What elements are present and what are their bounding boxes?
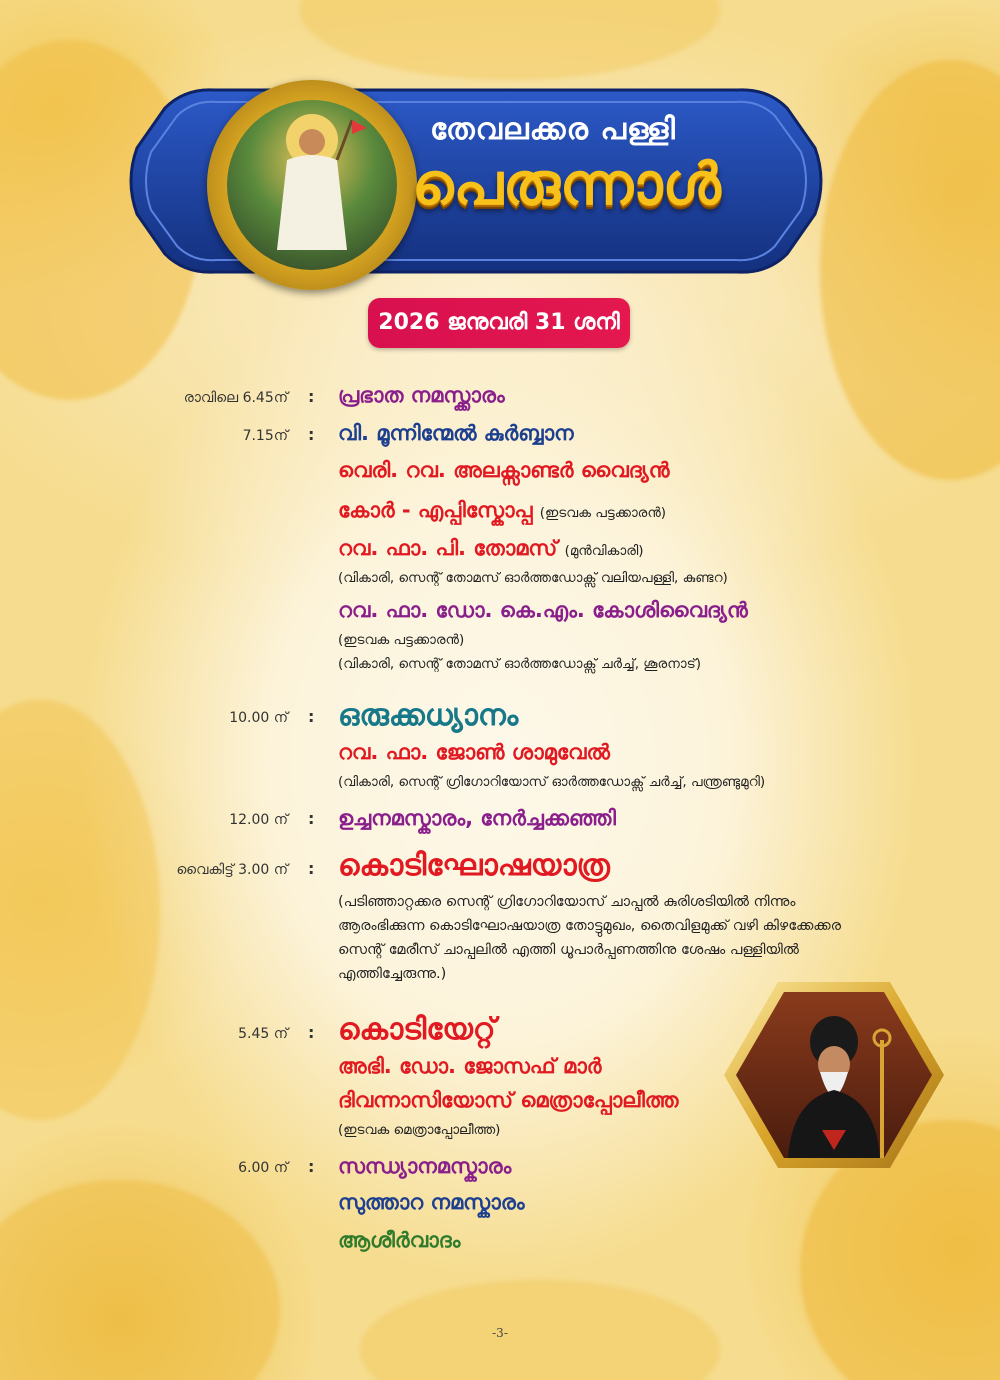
celebrant-title	[338, 498, 666, 523]
celebrant-note: (ഇടവക പട്ടക്കാരൻ)	[338, 632, 465, 648]
separator: :	[308, 387, 315, 406]
time-label: വൈകിട്ട് 3.00 ന്	[176, 862, 288, 878]
event-title: ഉച്ചനമസ്കാരം, നേർച്ചക്കഞ്ഞി	[338, 806, 616, 830]
celebrant-note: (മുൻവികാരി)	[564, 543, 644, 559]
event-title: കൊടിയേറ്റ്	[338, 1012, 496, 1047]
watercolor-stain	[300, 0, 720, 80]
christ-image	[227, 100, 397, 270]
watercolor-stain	[820, 60, 1000, 480]
procession-description: (പടിഞ്ഞാറ്റക്കര സെന്റ് ഗ്രിഗോറിയോസ് ചാപ്പൽ കുരിശടിയിൽ നിന്നും ആരംഭിക്കുന്ന കൊടിഘോഷയാത്ര തോട്ടുമുഖം, തൈവിളമുക്ക് വഴി കിഴക്കേക്കര സെന്റ് മേരീസ് ചാപ്പലിൽ എത്തി ധൂപാർപ്പണത്തിനു ശേഷം പള്ളിയിൽ എത്തിച്ചേരുന്നു.)	[338, 894, 841, 982]
time-label: 10.00 ന്	[229, 710, 288, 726]
time-label: 7.15ന്	[242, 428, 288, 444]
church-name: തേവലക്കര പള്ളി	[430, 112, 676, 147]
date-text: 2026 ജനുവരി 31 ശനി	[378, 310, 620, 335]
separator: :	[308, 425, 315, 444]
festival-title: പെരുന്നാൾ	[412, 150, 721, 218]
event-title: സന്ധ്യാനമസ്കാരം	[338, 1154, 512, 1178]
separator: :	[308, 707, 315, 726]
event-title: ആശീർവാദം	[338, 1228, 461, 1252]
watercolor-stain	[0, 700, 160, 1120]
speaker-detail: (വികാരി, സെന്റ് ഗ്രിഗോറിയോസ് ഓർത്തഡോക്സ് ചർച്ച്, പന്ത്രണ്ടുമുറി)	[338, 774, 766, 790]
celebrant-name: റവ. ഫാ. ഡോ. കെ.എം. കോശിവൈദ്യൻ	[338, 598, 748, 622]
bishop-note: (ഇടവക മെത്രാപ്പോലീത്ത)	[338, 1122, 501, 1138]
celebrant-name-text: റവ. ഫാ. പി. തോമസ്	[338, 536, 558, 560]
celebrant-name	[338, 536, 644, 561]
event-title: സുത്താറ നമസ്കാരം	[338, 1190, 525, 1214]
separator: :	[308, 1157, 315, 1176]
bishop-name: ദിവന്നാസിയോസ് മെത്രാപ്പോലീത്ത	[338, 1088, 679, 1112]
separator: :	[308, 1023, 315, 1042]
page-number: -3-	[492, 1326, 508, 1340]
event-title: വി. മൂന്നിന്മേൽ കുർബ്ബാന	[338, 421, 574, 445]
time-label: 6.00 ന്	[238, 1160, 288, 1176]
time-label: രാവിലെ 6.45ന്	[183, 390, 288, 406]
separator: :	[308, 859, 315, 878]
celebrant-detail: (വികാരി, സെന്റ് തോമസ് ഓർത്തഡോക്സ് ചർച്ച്, ശൂരനാട്)	[338, 656, 702, 672]
celebrant-detail: (വികാരി, സെന്റ് തോമസ് ഓർത്തഡോക്സ് വലിയപള്ളി, കുണ്ടറ)	[338, 570, 728, 586]
celebrant-title-text: കോർ - എപ്പിസ്കോപ്പ	[338, 498, 533, 522]
speaker-name: റവ. ഫാ. ജോൺ ശാമുവേൽ	[338, 740, 610, 764]
separator: :	[308, 809, 315, 828]
bishop-photo	[722, 980, 946, 1170]
event-title: പ്രഭാത നമസ്ക്കാരം	[338, 383, 505, 407]
bishop-name: അഭി. ഡോ. ജോസഫ് മാർ	[338, 1054, 602, 1078]
watercolor-stain	[0, 1180, 280, 1380]
time-label: 5.45 ന്	[238, 1026, 288, 1042]
time-label: 12.00 ന്	[229, 812, 288, 828]
event-title: കൊടിഘോഷയാത്ര	[338, 848, 610, 883]
christ-medallion	[207, 80, 417, 290]
celebrant-name: വെരി. റവ. അലക്സാണ്ടർ വൈദ്യൻ	[338, 458, 670, 482]
event-title: ഒരുക്കധ്യാനം	[338, 698, 519, 733]
celebrant-note: (ഇടവക പട്ടക്കാരൻ)	[539, 505, 667, 521]
date-badge	[368, 298, 630, 348]
